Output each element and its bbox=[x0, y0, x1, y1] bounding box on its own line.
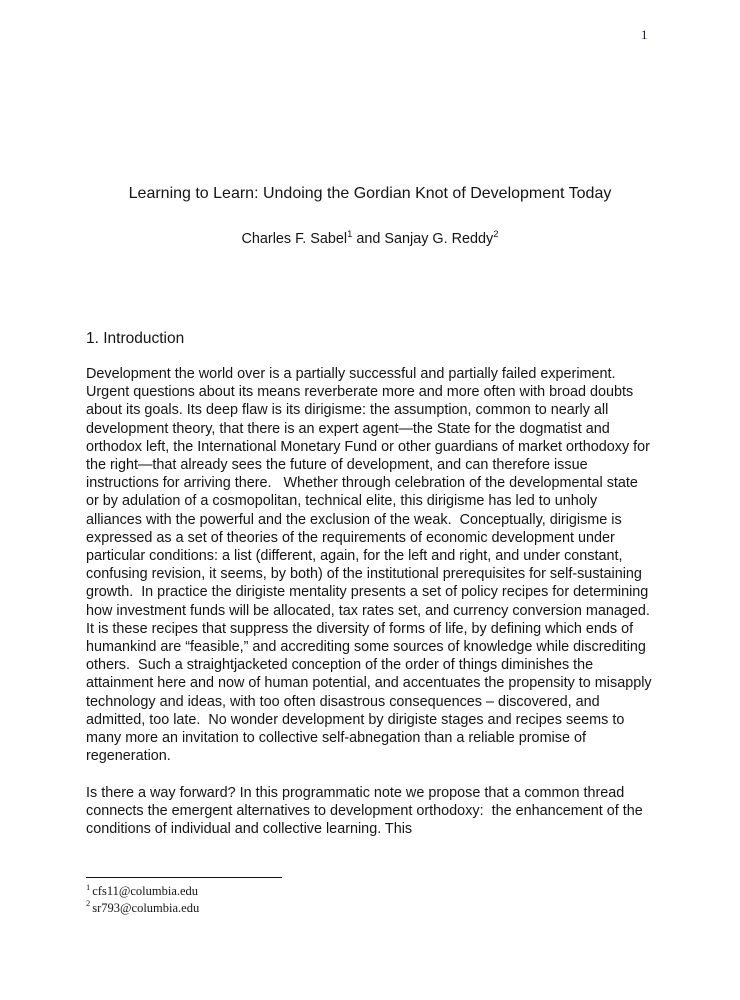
author-2-name: Sanjay G. Reddy bbox=[384, 231, 494, 247]
authors-line bbox=[0, 231, 740, 247]
footnote-1-text: cfs11@columbia.edu bbox=[92, 884, 199, 898]
authors-connector: and bbox=[352, 231, 385, 247]
footnotes bbox=[86, 883, 486, 916]
paragraph-2: Is there a way forward? In this programmatic note we propose that a common thread connects the emergent alternatives to development orthodoxy: the enhancement of the conditions of individual and collective learning. This bbox=[86, 784, 647, 838]
footnote-1 bbox=[86, 883, 486, 900]
footnote-2-marker: 2 bbox=[86, 898, 91, 909]
author-1-footnote-ref: 1 bbox=[347, 229, 353, 241]
page-number: 1 bbox=[641, 27, 648, 42]
footnote-separator-rule bbox=[86, 877, 282, 878]
footnote-2 bbox=[86, 900, 486, 917]
paragraph-1: Development the world over is a partially successful and partially failed experiment. Urgent questions about its means reverberate more and more often with broad doubts about its goals. Its deep flaw is its dirigisme: the assumption, common to nearly all development theory, that there is an expert agent—the State for the dogmatist and orthodox left, the International Monetary Fund or other guardians of market orthodoxy for the right—that already sees the future of development, and can therefore issue instructions for arriving there. Whether through celebration of the developmental state or by adulation of a cosmopolitan, technical elite, this dirigisme has led to unholy alliances with the powerful and the exclusion of the weak. Conceptually, dirigisme is expressed as a set of theories of the requirements of economic development under particular conditions: a list (different, again, for the left and right, and under constant, confusing revision, it seems, by both) of the institutional prerequisites for self-sustaining growth. In practice the dirigiste mentality presents a set of policy recipes for determining how investment funds will be allocated, tax rates set, and currency conversion managed. It is these recipes that suppress the diversity of forms of life, by defining which ends of humankind are “feasible,” and accrediting some sources of knowledge while discrediting others. Such a straightjacketed conception of the order of things diminishes the attainment here and now of human potential, and accentuates the propensity to misapply technology and ideas, with too often disastrous consequences – discovered, and admitted, too late. No wonder development by dirigiste stages and recipes seems to many more an invitation to collective self-abnegation than a reliable promise of regeneration. bbox=[86, 366, 656, 765]
body-text bbox=[86, 365, 656, 856]
section-heading-introduction: 1. Introduction bbox=[86, 330, 185, 347]
footnote-2-text: sr793@columbia.edu bbox=[92, 900, 200, 915]
paper-title: Learning to Learn: Undoing the Gordian Knot of Development Today bbox=[128, 185, 612, 202]
footnote-1-marker: 1 bbox=[86, 881, 91, 892]
author-2-footnote-ref: 2 bbox=[493, 229, 499, 241]
author-1-name: Charles F. Sabel bbox=[241, 231, 348, 247]
